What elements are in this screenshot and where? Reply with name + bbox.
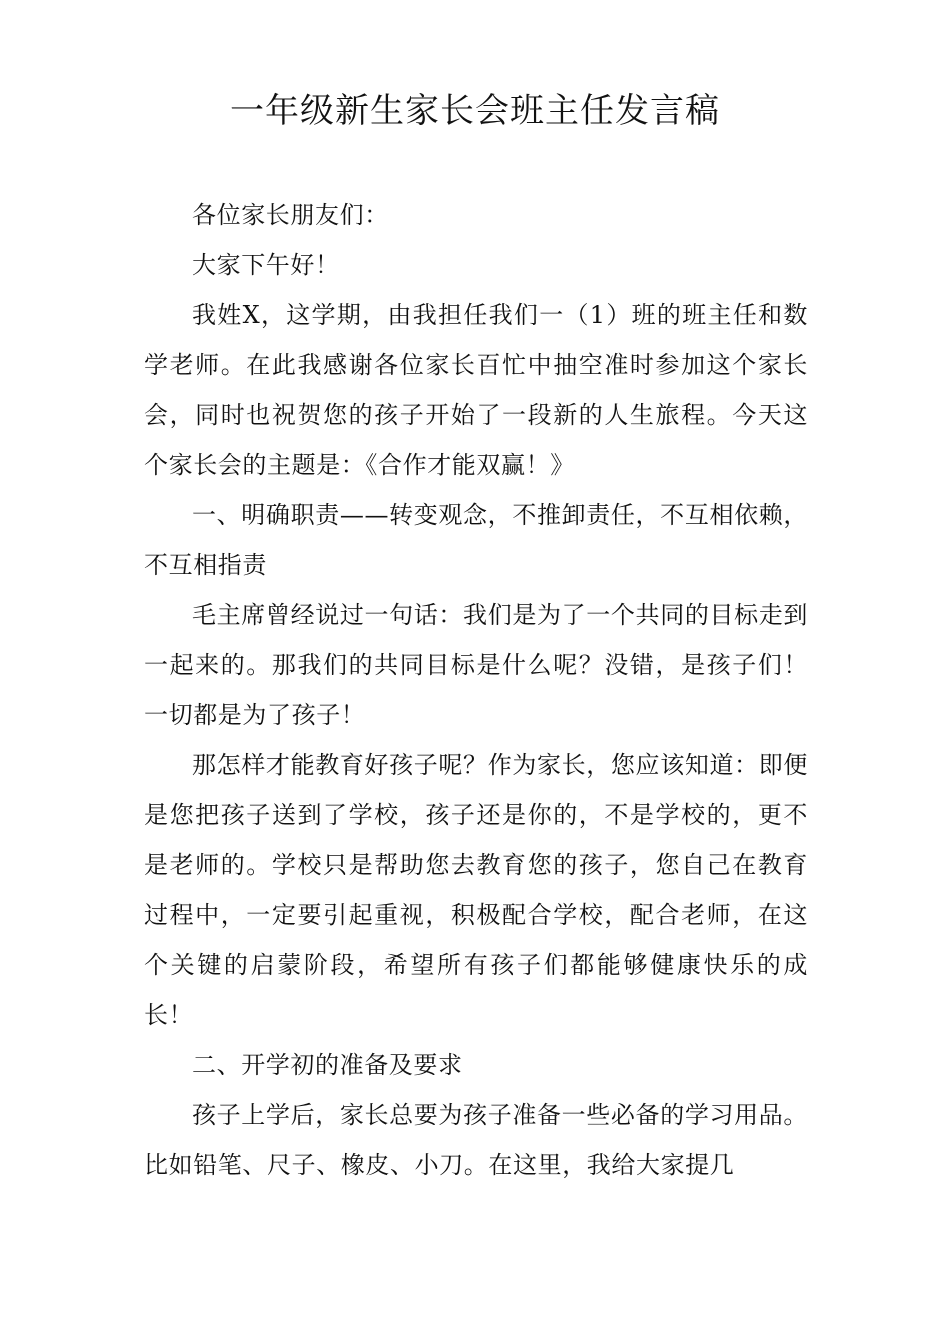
section-heading-1: 一、明确职责——转变观念，不推卸责任，不互相依赖，不互相指责 [144,501,808,579]
salutation-paragraph: 大家下午好！ [192,251,340,279]
document-title: 一年级新生家长会班主任发言稿 [230,91,720,131]
body-paragraph: 孩子上学后，家长总要为孩子准备一些必备的学习用品。比如铅笔、尺子、橡皮、小刀。在这里，我给大家提几 [144,1101,808,1179]
document-body [144,190,808,1190]
body-paragraph: 那怎样才能教育好孩子呢？作为家长，您应该知道：即便是您把孩子送到了学校，孩子还是你的，不是学校的，更不是老师的。学校只是帮助您去教育您的孩子，您自己在教育过程中，一定要引起重视，积极配合学校，配合老师，在这个关键的启蒙阶段，希望所有孩子们都能够健康快乐的成长！ [144,751,808,1029]
body-paragraph: 毛主席曾经说过一句话：我们是为了一个共同的目标走到一起来的。那我们的共同目标是什么呢？没错，是孩子们！一切都是为了孩子！ [144,601,808,729]
section-heading-2: 二、开学初的准备及要求 [192,1051,463,1079]
intro-paragraph: 我姓X，这学期，由我担任我们一（1）班的班主任和数学老师。在此我感谢各位家长百忙中抽空准时参加这个家长会，同时也祝贺您的孩子开始了一段新的人生旅程。今天这个家长会的主题是：《合作才能双赢！》 [144,301,808,479]
greeting-paragraph: 各位家长朋友们： [192,201,389,229]
